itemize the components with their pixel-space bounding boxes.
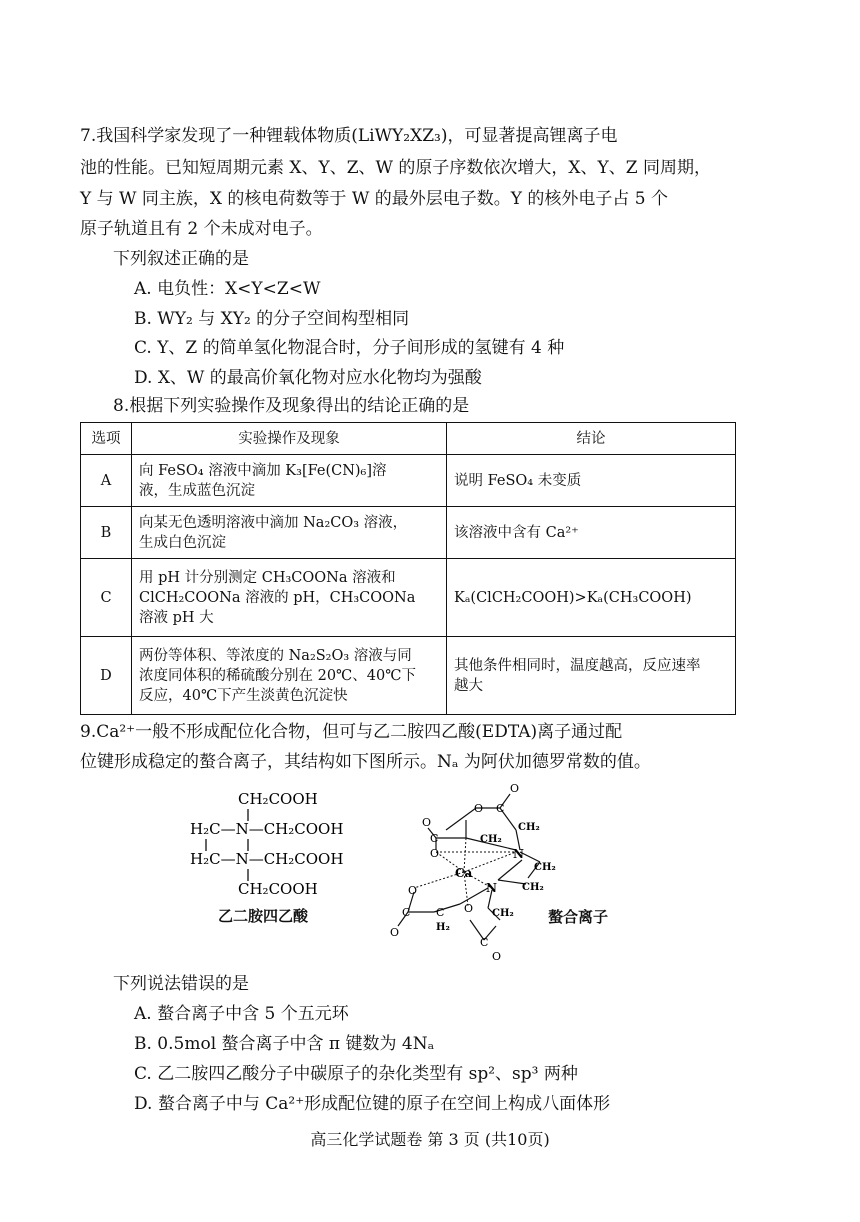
q7-prompt: 下列叙述正确的是 (113, 249, 249, 269)
q9-stem-line-1: 9.Ca²⁺一般不形成配位化合物，但可与乙二胺四乙酸(EDTA)离子通过配 (80, 722, 623, 742)
methylene-group: CH₂ (518, 822, 540, 833)
oxygen-atom: O (492, 950, 502, 960)
q7-stem-line-3: Y 与 W 同主族，X 的核电荷数等于 W 的最外层电子数。Y 的核外电子占 5 个 (80, 189, 668, 209)
row-conclusion: 说明 FeSO₄ 未变质 (447, 455, 736, 507)
row-option: B (81, 507, 132, 559)
table-row (81, 637, 736, 715)
row-conclusion: 其他条件相同时，温度越高，反应速率 越大 (447, 637, 736, 715)
methylene-group: CH₂ (480, 834, 502, 845)
methylene-group: CH₂ (534, 862, 556, 873)
q7-option-d: D. X、W 的最高价氧化物对应水化物均为强酸 (134, 368, 482, 388)
carbon-atom: C (436, 906, 445, 919)
carbon-atom: C (480, 936, 489, 949)
q7-option-a: A. 电负性：X<Y<Z<W (134, 279, 321, 299)
carbon-atom: C (430, 832, 439, 845)
row-option: C (81, 559, 132, 637)
edta-bottom-group: CH₂COOH (238, 880, 318, 898)
row-conclusion: Kₐ(ClCH₂COOH)>Kₐ(CH₃COOH) (447, 559, 736, 637)
header-operation: 实验操作及现象 (132, 423, 447, 455)
table-row (81, 455, 736, 507)
oxygen-atom: O (430, 847, 440, 860)
q9-stem-line-2: 位键形成稳定的螯合离子，其结构如下图所示。Nₐ 为阿伏加德罗常数的值。 (80, 752, 651, 772)
edta-label: 乙二胺四乙酸 (218, 907, 309, 925)
h2-group: H₂ (436, 922, 450, 933)
row-operation: 用 pH 计分别测定 CH₃COONa 溶液和 ClCH₂COONa 溶液的 pH，CH₃COONa 溶液 pH 大 (132, 559, 447, 637)
carbon-atom: C (402, 906, 411, 919)
methylene-group: CH₂ (492, 908, 514, 919)
oxygen-atom: O (464, 902, 474, 915)
edta-row-1: H₂C—N—CH₂COOH (190, 820, 344, 838)
nitrogen-atom-lower: N (486, 881, 497, 895)
row-conclusion: 该溶液中含有 Ca²⁺ (447, 507, 736, 559)
q7-stem-line-2: 池的性能。已知短周期元素 X、Y、Z、W 的原子序数依次增大，X、Y、Z 同周期， (80, 158, 711, 178)
q9-prompt: 下列说法错误的是 (113, 974, 249, 994)
oxygen-atom: O (422, 816, 432, 829)
oxygen-atom: O (390, 926, 400, 939)
oxygen-atom: O (408, 884, 418, 897)
calcium-atom: Ca (455, 866, 473, 880)
q7-stem-line-4: 原子轨道且有 2 个未成对电子。 (80, 219, 323, 239)
q9-option-b: B. 0.5mol 螯合离子中含 π 键数为 4Nₐ (134, 1034, 435, 1054)
q8-stem: 8.根据下列实验操作及现象得出的结论正确的是 (113, 396, 470, 416)
header-option: 选项 (81, 423, 132, 455)
methylene-group: CH₂ (522, 882, 544, 893)
q7-option-c: C. Y、Z 的简单氢化物混合时，分子间形成的氢键有 4 种 (134, 338, 565, 358)
header-conclusion: 结论 (447, 423, 736, 455)
q9-option-d: D. 螯合离子中与 Ca²⁺形成配位键的原子在空间上构成八面体形 (134, 1094, 611, 1114)
q9-option-a: A. 螯合离子中含 5 个五元环 (134, 1004, 349, 1024)
row-operation: 两份等体积、等浓度的 Na₂S₂O₃ 溶液与同 浓度同体积的稀硫酸分别在 20℃、40℃下 反应，40℃下产生淡黄色沉淀快 (132, 637, 447, 715)
row-operation: 向 FeSO₄ 溶液中滴加 K₃[Fe(CN)₆]溶 液，生成蓝色沉淀 (132, 455, 447, 507)
q7-option-b: B. WY₂ 与 XY₂ 的分子空间构型相同 (134, 309, 410, 329)
q7-stem-line-1: 7.我国科学家发现了一种锂载体物质(LiWY₂XZ₃)，可显著提高锂离子电 (80, 126, 618, 146)
table-header-row (81, 423, 736, 455)
oxygen-atom: O (474, 802, 484, 815)
carbon-atom: C (496, 802, 505, 815)
row-operation: 向某无色透明溶液中滴加 Na₂CO₃ 溶液， 生成白色沉淀 (132, 507, 447, 559)
nitrogen-atom-upper: N (513, 847, 524, 861)
row-option: A (81, 455, 132, 507)
edta-row-2: H₂C—N—CH₂COOH (190, 850, 344, 868)
table-row (81, 559, 736, 637)
chelate-ion-figure (388, 780, 568, 960)
edta-top-group: CH₂COOH (238, 790, 318, 808)
table-row (81, 507, 736, 559)
oxygen-atom: O (510, 782, 520, 795)
q9-option-c: C. 乙二胺四乙酸分子中碳原子的杂化类型有 sp²、sp³ 两种 (134, 1064, 578, 1084)
chelate-label: 螯合离子 (548, 908, 609, 926)
row-option: D (81, 637, 132, 715)
experiment-table (80, 422, 736, 715)
page-footer: 高三化学试题卷 第 3 页 (共10页) (310, 1130, 550, 1149)
